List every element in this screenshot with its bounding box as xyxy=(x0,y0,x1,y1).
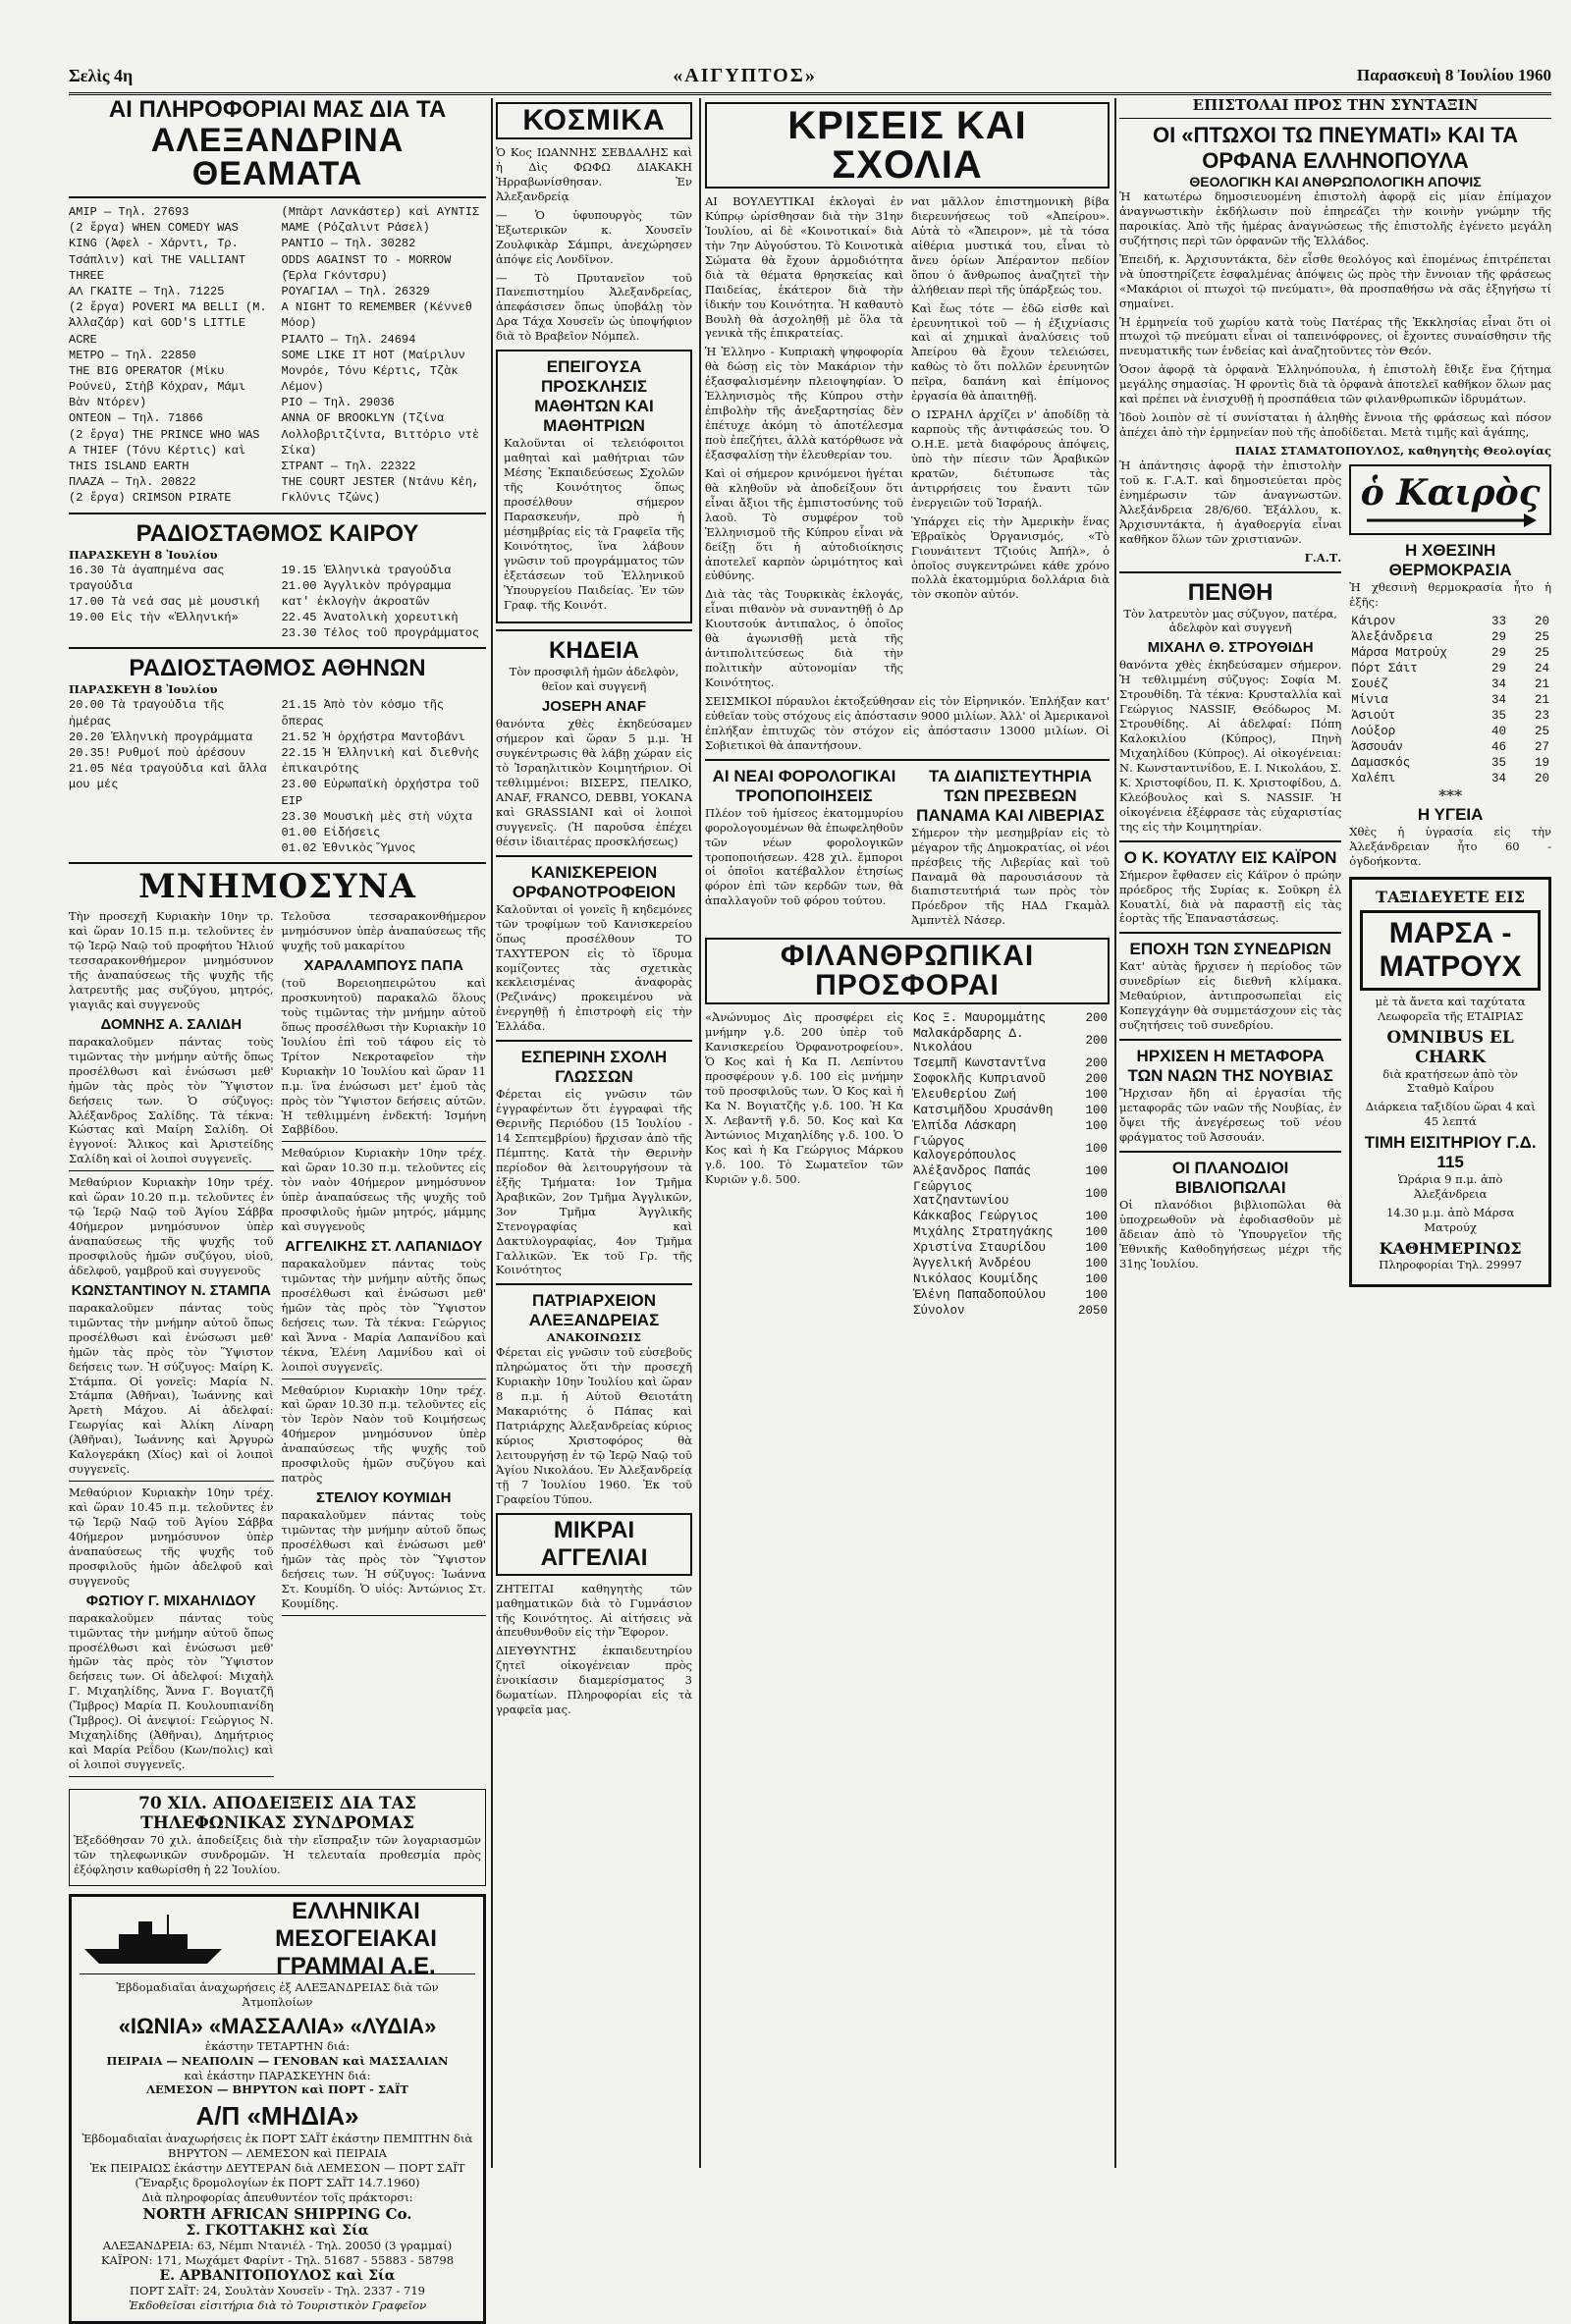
travel-intro: ΤΑΞΙΔΕΥΕΤΕ ΕΙΣ xyxy=(1376,887,1526,906)
kideia-title: ΚΗΔΕΙΑ xyxy=(549,637,639,665)
table-cell: 25 xyxy=(1534,645,1549,660)
embassy-text: Σήμερον τὴν μεσημβρίαν εἰς τὸ μέγαρον τῆς Δημοκρατίας, οἱ νέοι πρέσβεις τῆς Λιβερίας καὶ τοῦ Παναμᾶ θὰ παρουσιάσουν τὰ διαπιστευτήριά των πρὸς τὸν Πρόεδρον τῆς ΗΑΔ Γκαμὰλ Ἀμπντὲλ Νάσερ. xyxy=(911,825,1110,928)
table-cell: Γιώργος Καλογερόπουλος xyxy=(913,1135,1017,1163)
weather-title: Η ΧΘΕΣΙΝΗ ΘΕΡΜΟΚΡΑΣΙΑ xyxy=(1388,540,1512,579)
kideia-text: θανόντα χθὲς ἐκηδεύσαμεν σήμερον καὶ ὥραν 5 μ.μ. Ἡ συγκέντρωσις θὰ λάβῃ χώραν εἰς τὸ Ἰσραηλιτικὸν Κοιμητήριον. Οἱ τεθλιμμένοι: ΒΙΣΕΡΣ, ΠΕΛΙΚΟ, ANAF, FRANCO, DEBBI, YOKANA καὶ GRASSIANI καὶ οἱ λοιποὶ συγγενεῖς. (Ἡ παροῦσα ἐπέχει θέσιν ἰδιαιτέρας προσκλήσεως) xyxy=(496,717,692,848)
tax-title: ΑΙ ΝΕΑΙ ΦΟΡΟΛΟΓΙΚΑΙ ΤΡΟΠΟΠΟΙΗΣΕΙΣ xyxy=(712,766,896,805)
donation-row xyxy=(911,1224,1110,1240)
memorial-name: ΧΑΡΑΛΑΜΠΟΥΣ ΠΑΠΑ xyxy=(303,957,463,975)
table-cell: Ἐλευθερίου Ζωή xyxy=(913,1088,1017,1103)
health-text: Χθὲς ἡ ὑγρασία εἰς τὴν Ἀλεξάνδρειαν ἦτο 60 - ὀγδοήκοντα. xyxy=(1349,824,1551,868)
table-cell: 20 xyxy=(1534,771,1549,785)
esperini-text: Φέρεται εἰς γνῶσιν τῶν ἐγγραφέντων ὅτι ἐγγραφαὶ τῆς Θερινῆς Περιόδου (15 Ἰουλίου - 14 Σεπτεμβρίου) ἤρχισαν ἀπὸ τῆς Πέμπτης. Κατὰ τὴν Θερινὴν περίοδον θὰ λειτουργήσουν τὰ ἑξῆς Τμήματα: 1ον Τμῆμα Ἀραβικῶν, 2ον Τμῆμα Ἀγγλικῶν, 3ον Τμῆμα Ἀγγλικῆς Στενογραφίας καὶ Δακτυλογραφίας, 4ον Τμῆμα Γαλλικῶν. Ἐκ τοῦ Γρ. τῆς Κοινότητος xyxy=(496,1087,692,1277)
temperature-row xyxy=(1349,771,1551,786)
kosmika-item: — Ὁ ὑφυπουργὸς τῶν Ἐξωτερικῶν κ. Χουσεῖν Ζουλφικὰρ Σάμπρι, ἀνεχώρησεν ἀπόψε εἰς Λονδῖνον. xyxy=(496,207,692,266)
temperature-row xyxy=(1349,614,1551,629)
radio-program: 17.00 Τὰ νεά σας μὲ μουσική xyxy=(69,594,260,609)
penthi-name: ΜΙΧΑΗΛ Θ. ΣΤΡΟΥΘΙΔΗ xyxy=(1147,639,1314,657)
temperature-row xyxy=(1349,692,1551,708)
memorial-text: παρακαλοῦμεν πάντας τοὺς τιμῶντας τὴν μνήμην αὐτοῦ ὅπως προσέλθωσι καὶ ἑνώσωσι μεθ' ἡμῶν τὰς πρὸς τὸν Ὕψιστον δεήσεις των. Οἱ ἀδελφοί: Μιχαὴλ Γ. Μιχαηλίδης, Ἄννα Γ. Βογιατζῆ (Ἴμβρος) Μαρία Π. Κουλουπιανίδη (Ἴμβρος). Οἱ ἀνεψιοί: Γεώργιος Ν. Μιχαηλίδης (Ἀθῆναι), Δημήτριος καὶ Μαρία Ρεΐδου (Κων/πολις) καὶ οἱ λοιποὶ συγγενεῖς. xyxy=(69,1610,274,1771)
donation-row xyxy=(911,1026,1110,1055)
theatre-listing: (2 ἔργα) CRIMSON PIRATE xyxy=(69,491,232,506)
donation-row xyxy=(911,1256,1110,1271)
memorial-text: παρακαλοῦμεν πάντας τοὺς τιμῶντας τὴν μνήμην αὐτοῦ ὅπως προσέλθωσι καὶ ἑνώσωσι μεθ' ἡμῶν τὰς πρὸς τὸν Ὕψιστον δεήσεις των. Ἡ σύζυγος: Μαίρη Κ. Στάμπα. Οἱ γονεῖς: Μαρία Ν. Στάμπα (Ἀθῆναι), Ἰωάννης καὶ Ἀρετὴ Μάχου. Αἱ ἀδελφαί: Γεωργίας καὶ Ἀλίκη Λίναρη (Ἀθῆναι), Ἰωάννης καὶ Ἀργυρὼ Καλογεράκη (Χίος) καὶ οἱ λοιποὶ συγγενεῖς. xyxy=(69,1300,274,1477)
theatre-listing: ΡΙΑΛΤΟ — Τηλ. 24694 xyxy=(281,332,416,347)
temperature-row xyxy=(1349,708,1551,724)
theatre-listing: ANNA OF BROOKLYN (Τζίνα Λολλοβριτζίντα, Βιττόριο ντὲ Σίκα) xyxy=(281,411,480,458)
arrow-icon xyxy=(1362,513,1539,527)
letter-paragraph: Ἡ ἐρμηνεία τοῦ χωρίου κατὰ τοὺς Πατέρας τῆς Ἐκκλησίας εἶναι ὅτι οἱ πτωχοὶ τῷ πνεύματι εἶναι οἱ ταπεινόφρονες, οἱ ἔχοντες συναίσθησιν τῆς πνευματικῆς των ἐνδείας καὶ ἀναζητοῦντες τὸν Θεόν. xyxy=(1119,314,1551,358)
agent-address: ΑΛΕΞΑΝΔΡΕΙΑ: 63, Νέμπι Ντανιέλ - Τηλ. 20050 (3 γραμμαί) xyxy=(102,2239,453,2253)
letters-title: ΟΙ «ΠΤΩΧΟΙ ΤΩ ΠΝΕΥΜΑΤΙ» ΚΑΙ ΤΑ ΟΡΦΑΝΑ ΕΛΛΗΝΟΠΟΥΛΑ xyxy=(1152,123,1519,173)
table-cell: Ἀσσουάν xyxy=(1351,739,1403,754)
table-cell: Κος Ξ. Μαυρομμάτης xyxy=(913,1011,1047,1026)
theatre-listing: ΣΤΡΑΝΤ — Τηλ. 22322 xyxy=(281,459,416,473)
radio-program: 20.20 Ἑλληνικὴ προγράμματα xyxy=(69,730,253,744)
letters-head: ΕΠΙΣΤΟΛΑΙ ΠΡΟΣ ΤΗΝ ΣΥΝΤΑΞΙΝ xyxy=(1192,96,1479,114)
kideia-name: JOSEPH ANAF xyxy=(541,698,647,716)
ship-illustration xyxy=(80,1897,475,1979)
epochi-title: ΕΠΟΧΗ ΤΩΝ ΣΥΝΕΔΡΙΩΝ xyxy=(1129,940,1331,959)
esperini-title: ΕΣΠΕΡΙΝΗ ΣΧΟΛΗ ΓΛΩΣΣΩΝ xyxy=(520,1048,668,1087)
ad-footer: Ἐκδοθεῖσαι εἰσιτήρια διὰ τὸ Τουριστικὸν Γραφεῖον xyxy=(128,2297,427,2312)
agent-name: Ε. ΑΡΒΑΝΙΤΟΠΟΥΛΟΣ καὶ Σία xyxy=(159,2267,396,2284)
table-cell: Τσεμπῆ Κωνσταντῖνα xyxy=(913,1056,1047,1071)
page-number: Σελὶς 4η xyxy=(69,65,134,85)
table-cell: 29 xyxy=(1490,629,1506,644)
ship-names: «ΙΩΝΙΑ» «ΜΑΣΣΑΛΙΑ» «ΛΥΔΙΑ» xyxy=(118,2013,437,2038)
issue-date: Παρασκευὴ 8 Ἰουλίου 1960 xyxy=(1356,66,1551,84)
theatre-listing: ODDS AGAINST TO - MORROW (Ἔρλα Γκόντσρυ) xyxy=(281,252,452,283)
table-cell: 100 xyxy=(1085,1104,1108,1118)
radio-program: 20.00 Τὰ τραγούδια τῆς ἡμέρας xyxy=(69,698,225,729)
penthi-intro: Τὸν λατρευτὸν μας σύζυγον, πατέρα, ἀδελφὸν καὶ συγγενῆ xyxy=(1123,606,1337,635)
theatre-listing: ΑΛ ΓΚΑΙΤΕ — Τηλ. 71225 xyxy=(69,284,225,298)
donation-row xyxy=(911,1287,1110,1303)
memorial-text: Μεθαύριον Κυριακὴν 10ην τρέχ. καὶ ὥραν 10.30 π.μ. τελοῦντες εἰς τὸν Ἱερὸν Ναὸν τοῦ Κοιμήσεως 40ήμερον μνημόσυνον ὑπὲρ ἀναπαύσεως τῆς ψυχῆς τοῦ προσφιλοῦς ἡμῶν συζύγου καὶ πατρὸς xyxy=(281,1382,486,1486)
kosmika-item: Ὁ Κος ΙΩΑΝΝΗΣ ΣΕΒΔΑΛΗΣ καὶ ἡ Δὶς ΦΩΦΩ ΔΙΑΚΑΚΗ Ἠρραβωνίσθησαν. Ἐν Ἀλεξανδρείᾳ xyxy=(496,145,692,203)
theatre-listing: ΟΝΤΕΟΝ — Τηλ. 71866 xyxy=(69,411,203,426)
kouatli-title: Ο Κ. ΚΟΥΑΤΛΥ ΕΙΣ ΚΑΪΡΟΝ xyxy=(1123,847,1337,867)
radio-athens-date: ΠΑΡΑΣΚΕΥΗ 8 Ἰουλίου xyxy=(69,682,218,697)
theatre-listing: SOME LIKE IT HOT (Μαίριλυν Μονρόε, Τόνυ Κέρτις, Τζὰκ Λέμον) xyxy=(281,348,465,395)
memorial-name: ΚΩΝΣΤΑΝΤΙΝΟΥ Ν. ΣΤΑΜΠΑ xyxy=(71,1281,271,1299)
classified-ad: ΔΙΕΥΘΥΝΤΗΣ ἐκπαιδευτηρίου ζητεῖ οἰκογένειαν πρὸς ἐνοικίασιν διαμερίσματος 3 δωματίων. Πληροφορίαι εἰς τὰ γραφεῖα μας. xyxy=(496,1644,692,1717)
commentary-paragraph: ΑΙ ΒΟΥΛΕΥΤΙΚΑΙ ἐκλογαὶ ἐν Κύπρῳ ὡρίσθησαν διὰ τὴν 31ην Ἰουλίου, αἱ δὲ «Κοινοτικαί» διὰ τὴν 7ην Αὐγούστου. Τὸ Κοινοτικὰ Σώματα θὰ ἔχουν ἀρμοδιότητα διὰ τὰ θέματα θρησκείας καὶ Παιδείας, ἑκάτερον διὰ τὴν ἰδικήν του Κοινότητα. Ἡ καθαυτὸ Βουλὴ θὰ ἀσχοληθῇ μὲ ὅλα τὰ γενικὰ τῆς ἐπικρατείας. xyxy=(705,194,903,341)
radio-program: 23.30 Τέλος τοῦ προγράμματος xyxy=(281,626,480,641)
theatre-listing: ΡΑΝΤΙΟ — Τηλ. 30282 xyxy=(281,237,416,251)
theatre-listing: THE COURT JESTER (Ντάνυ Κέη, Γκλύνις Τζώνς) xyxy=(281,475,480,506)
table-cell: 100 xyxy=(1085,1187,1108,1202)
nubia-text: Ἤρχισαν ἤδη αἱ ἐργασίαι τῆς μεταφορᾶς τῶν ναῶν τῆς Νουβίας, ἐν ὄψει τῆς ἀνεγέρσεως τοῦ νέου φράγματος τοῦ Ἀσσουάν. xyxy=(1119,1086,1342,1144)
donation-row xyxy=(911,1071,1110,1087)
ship-schedule: ἑκάστην ΤΕΤΑΡΤΗΝ διά: xyxy=(204,2038,351,2053)
radio-program: 19.00 Εἰς τὴν «Ἑλληνική» xyxy=(69,611,239,625)
radio-program: 19.15 Ἑλληνικὰ τραγούδια xyxy=(281,563,452,577)
table-cell: 35 xyxy=(1490,708,1506,723)
kosmika-text xyxy=(496,145,692,344)
travel-destination: ΜΑΡΣΑ - ΜΑΤΡΟΥΧ xyxy=(1360,910,1541,991)
temperature-table xyxy=(1349,614,1551,786)
receipts-notice xyxy=(69,1789,486,1886)
table-cell: 100 xyxy=(1085,1288,1108,1303)
travel-info: Πληροφορίαι Τηλ. 29997 xyxy=(1379,1258,1523,1271)
weather-intro: Ἡ χθεσινὴ θερμοκρασία ἦτο ἡ ἑξῆς: xyxy=(1349,579,1551,609)
table-cell: Κατσιμῆδου Χρυσάνθη xyxy=(913,1104,1054,1118)
donations-table xyxy=(911,1010,1110,1319)
donation-row xyxy=(911,1209,1110,1224)
table-cell: Νικόλαος Κουμίδης xyxy=(913,1272,1039,1287)
memorial-text: Τὴν προσεχῆ Κυριακὴν 10ην τρ. καὶ ὥραν 10.15 π.μ. τελοῦντες ἐν τῷ Ἱερῷ Ναῷ τοῦ προφήτου Ἠλιού τεσσαρακονθήμερον μνημόσυνον τῆς ἀναπαύσεως τῆς ψυχῆς τῆς λατρευτῆς μας συζύγου, μητρός, γιαγιᾶς καὶ συγγενοῦς xyxy=(69,909,274,1011)
patriarch-sub: ΑΝΑΚΟΙΝΩΣΙΣ xyxy=(546,1330,642,1345)
agents-intro: Διὰ πληροφορίας ἀπευθυντέον τοῖς πράκτορσι: xyxy=(141,2190,413,2205)
table-cell: 100 xyxy=(1085,1088,1108,1103)
letters-sub: ΘΕΟΛΟΓΙΚΗ ΚΑΙ ΑΝΘΡΩΠΟΛΟΓΙΚΗ ΑΠΟΨΙΣ xyxy=(1189,174,1482,189)
theatre-listings xyxy=(69,204,486,507)
table-cell: Ἀλεξάνδρεια xyxy=(1351,629,1433,644)
radio-program: 23.00 Εὐρωπαϊκὴ ὀρχήστρα τοῦ ΕΙΡ xyxy=(281,778,480,808)
letter-paragraph: Ἰδοὺ λοιπὸν σὲ τί συνίσταται ἡ ἀληθὴς ἔννοια τῆς φράσεως καὶ πόσον ἀπέχει ἀπὸ τὴν ἑρμηνείαν ποὺ τῆς ἀποδίδεται. Μετὰ τιμῆς καὶ ἀγάπης, xyxy=(1119,410,1551,440)
table-cell: 100 xyxy=(1085,1210,1108,1224)
memorial-text: παρακαλοῦμεν πάντας τοὺς τιμῶντας τὴν μνήμην αὐτοῦ ὅπως προσέλθωσι καὶ ἑνώσωσι μεθ' ἡμῶν τὰς πρὸς τὸν Ὕψιστον δεήσεις των. Ἡ σύζυγος: Ἰωάννα Στ. Κουμίδη. Ὁ υἱός: Ἀντώνιος Στ. Κουμίδης. xyxy=(281,1508,486,1610)
patriarch-title: ΠΑΤΡΙΑΡΧΕΙΟΝ ΑΛΕΞΑΝΔΡΕΙΑΣ xyxy=(528,1291,660,1330)
table-cell: 100 xyxy=(1085,1164,1108,1179)
table-cell: 200 xyxy=(1085,1034,1108,1049)
travel-company: OMNIBUS EL CHARK xyxy=(1386,1027,1514,1067)
commentary-right xyxy=(911,194,1110,694)
radio-program: 20.35! Ρυθμοί ποὺ ἀρέσουν xyxy=(69,745,246,760)
commentary-paragraph: Ἡ Ἑλληνο - Κυπριακὴ ψηφοφορία θὰ δώσῃ εἰς τὸν Μακάριον τὴν ἐξασφαλισμένην πλειοψηφίαν. Ὁ Ἑλληνισμὸς τῆς Κύπρου στὴν ἐπιβολὴν τῆς ἀνεξαρτησίας δὲν ἐπέτυχε ἀκόμη τὸ ἀποτέλεσμα ποὺ ἐπεζήτει, ἀλλὰ κατόρθωσε νὰ ἐξασφαλίσῃ τὴν ἐλευθερίαν του. xyxy=(705,345,903,461)
health-title: Η ΥΓΕΙΑ xyxy=(1417,804,1484,824)
radio-program: 16.30 Τὰ ἀγαπημένα σας τραγούδια xyxy=(69,563,225,593)
table-cell: Πόρτ Σάιτ xyxy=(1351,661,1418,676)
memorial-text: Μεθαύριον Κυριακὴν 10ην τρέχ. καὶ ὥραν 10.45 π.μ. τελοῦντες ἐν τῷ Ἱερῷ Ναῷ τοῦ Ἁγίου Σάββα 40ήμερον μνημόσυνον ὑπὲρ ἀναπαύσεως τῆς ψυχῆς τοῦ προσφιλοῦς ἡμῶν ἀδελφοῦ καὶ συγγενοῦς xyxy=(69,1486,274,1588)
table-cell: 100 xyxy=(1085,1272,1108,1287)
agent-address: ΚΑΪΡΟΝ: 171, Μωχάμετ Φαρίντ - Τηλ. 51687 - 55883 - 58798 xyxy=(100,2253,455,2267)
letter-body xyxy=(1119,189,1551,440)
radio-program: 21.52 Ἡ ὀρχήστρα Μαντοβάνι xyxy=(281,730,465,744)
theatre-list-right xyxy=(282,204,487,507)
table-cell: Ἀλέξανδρος Παπάς xyxy=(913,1164,1032,1179)
table-cell: 35 xyxy=(1490,755,1506,770)
theatres-title: ΑΛΕΞΑΝΔΡΙΝΑ ΘΕΑΜΑΤΑ xyxy=(150,122,405,192)
ship-schedule: καὶ ἑκάστην ΠΑΡΑΣΚΕΥΗΝ διά: xyxy=(184,2068,371,2082)
kosmika-title: ΚΟΣΜΙΚΑ xyxy=(522,104,666,136)
commentary-paragraph: Καὶ ἔως τότε — ἐδῶ εἰσθε καὶ ἐρευνητικοὶ τοῦ — ἡ ἐξιχνίασις καὶ αἱ χημικαὶ ἀναλύσεις τοῦ Ἀπείρου θὰ ἔχουν τελειώσει, καθὼς τὸ ὅτι πολλῶν ἐρευνητῶν πεῖρα, δαπάνη καὶ ἐπίμονος ἐργασία θὰ ἀπαιτηθῇ. xyxy=(911,300,1110,404)
table-cell: 25 xyxy=(1534,724,1549,738)
table-cell: Σύνολον xyxy=(913,1304,965,1319)
kani-title: ΚΑΝΙΣΚΕΡΕΙΟΝ ΟΡΦΑΝΟΤΡΟΦΕΙΟΝ xyxy=(512,862,677,901)
epeigousa-text: Καλοῦνται οἱ τελειόφοιτοι μαθηταὶ καὶ μαθήτριαι τῶν Μέσης Ἐκπαιδεύσεως Σχολῶν τῆς Κοινότητος ὅπως προσέλθουν σήμερον Παρασκευήν, πρὸ ἡ μέσημβρίας εἰς τὰ Γραφεῖα τῆς Κοινότητος, ἵνα λάβουν γνῶσιν τοῦ προγράμματος τῶν ἐξετάσεων τοῦ Ἑλληνικοῦ Ὑπουργείου Παιδείας. Ἐν τῶν Γραφ. τῆς Κοινότ. xyxy=(504,436,684,612)
temperature-row xyxy=(1349,676,1551,692)
table-cell: 100 xyxy=(1085,1241,1108,1256)
table-cell: 34 xyxy=(1490,676,1506,691)
table-cell: 2050 xyxy=(1077,1304,1108,1319)
medea-schedule: (Ἔναρξις δρομολογίων ἐκ ΠΟΡΤ ΣΑΪΤ 14.7.1960) xyxy=(135,2176,420,2190)
penthi-text: θανόντα χθὲς ἐκηδεύσαμεν σήμερον. Ἡ τεθλιμμένη σύζυγος: Σοφία Μ. Στρουθίδη. Τὰ τέκνα: Κρυσταλλία καὶ Γεώργιος NASSIF, Θεόδωρος Μ. Στρουθίδης. Αἱ ἀδελφαί: Πόπη Καλοκιλίου (Κύπρος), Πηνὴ Μιχαηλίδου (Κύπρος). Αἱ οἰκογένειαι: Ν. Κωνσταντινίδου, Ε. Ι. Νικολάου, Σ. Κ. Χριστοφίδου, Π. Κ. Χριστοφίδου, Δ. Κλεόβουλος καὶ S. NASSIF. Ἡ οἰκογένεια ἐξέφρασε τὰς εὐχαριστίας της εἰς τὴν Κοιμητηρίαν. xyxy=(1119,658,1342,834)
medea-title: Α/Π «ΜΗΔΙΑ» xyxy=(195,2101,359,2132)
temperature-row xyxy=(1349,645,1551,661)
nubia-title: ΗΡΧΙΣΕΝ Η ΜΕΤΑΦΟΡΑ ΤΩΝ ΝΑΩΝ ΤΗΣ ΝΟΥΒΙΑΣ xyxy=(1127,1047,1333,1086)
theatre-listing: ΡΙΟ — Τηλ. 29036 xyxy=(281,396,395,410)
ship-intro: Ἑβδομαδιαῖαι ἀναχωρήσεις ἐξ ΑΛΕΞΑΝΔΡΕΙΑΣ διὰ τῶν Ἀτμοπλοίων xyxy=(116,1979,439,2009)
letter-paragraph: Ἐπειδή, κ. Ἀρχισυντάκτα, δὲν εἶσθε θεολόγος καὶ ἐπομένως ἐπιτρέπεται νὰ ὑποστηρίζετε ἐσφαλμένας ἀπόψεις ὡς πρὸς τὴν ἔννοιαν τῆς φράσεως «Μακάριοι οἱ πτωχοὶ τῷ πνεύματι», θὰ προσπαθήσω νὰ σᾶς ἐξηγήσω τί σημαίνει. xyxy=(1119,251,1551,310)
agent-address: ΠΟΡΤ ΣΑΪΤ: 24, Σουλτὰν Χουσεῖν - Τηλ. 2337 - 719 xyxy=(130,2283,425,2297)
table-cell: 27 xyxy=(1534,739,1549,754)
table-cell: 34 xyxy=(1490,692,1506,707)
temperature-row xyxy=(1349,724,1551,739)
donation-row xyxy=(911,1134,1110,1163)
agent-name: Σ. ΓΚΟΤΤΑΚΗΣ καὶ Σία xyxy=(186,2223,369,2240)
philanthropy-text: «Ἀνώνυμος Δὶς προσφέρει εἰς μνήμην γ.δ. 200 ὑπὲρ τοῦ Κανισκερείου Ὀρφανοτροφείου». Ὁ Κος καὶ ἡ Κα Π. Λεπίντου προσφέρουν γ.δ. 100 εἰς μνήμην τοῦ προσφιλοῦς των. Ὁ Κος καὶ ἡ Κα Ν. Βογιατζῆς γ.δ. 100. Ἡ Κα Χ. Λεβαντῆ γ.δ. 50. Κος καὶ Κα Ἀντώνιος Μιχαηλίδης γ.δ. 100. Ὁ Κος καὶ ἡ Κα Γεώργιος Μάρκου γ.δ. 100. Τὸ Σωματεῖον τῶν Κυριῶν γ.δ. 500. xyxy=(705,1010,903,1186)
table-cell: 23 xyxy=(1534,708,1549,723)
medea-schedule: Ἑβδομαδιαῖαι ἀναχωρήσεις ἐκ ΠΟΡΤ ΣΑΪΤ ἑκάστην ΠΕΜΠΤΗΝ διὰ ΒΗΡΥΤΟΝ — ΛΕΜΕΣΟΝ καὶ ΠΕΙΡΑΙΑ xyxy=(81,2132,473,2161)
column-entertainment xyxy=(69,96,486,2312)
table-cell: 20 xyxy=(1534,614,1549,628)
table-cell: Μίνια xyxy=(1351,692,1388,707)
travel-price: ΤΙΜΗ ΕΙΣΙΤΗΡΙΟΥ Γ.Δ. 115 xyxy=(1364,1133,1537,1172)
theatre-listing: (2 ἔργα) THE PRINCE WHO WAS A THIEF (Τόνυ Κέρτις) καὶ THIS ISLAND EARTH xyxy=(69,427,260,473)
table-cell: Κάκκαβος Γεώργιος xyxy=(913,1210,1039,1224)
table-cell: Χαλέπι xyxy=(1351,771,1396,785)
temperature-row xyxy=(1349,739,1551,755)
mnimosyna-title: ΜΝΗΜΟΣΥΝΑ xyxy=(138,867,416,907)
paper-name: «ΑΙΓΥΠΤΟΣ» xyxy=(673,64,817,86)
memorial-text: Τελοῦσα τεσσαρακονθήμερον μνημόσυνον ὑπὲρ ἀναπαύσεως τῆς ψυχῆς τοῦ μακαρίτου xyxy=(281,909,486,953)
memorial-text: (τοῦ Βορειοηπειρώτου καὶ προσκυνητοῦ) παρακαλῶ ὅλους τοὺς τιμῶντας τὴν μνήμην αὐτοῦ ὅπως προσέλθωσι τὴν Κυριακὴν 10 Ἰουλίου ἐπὶ τοῦ τάφου εἰς τὸ Τρίτον Νεκροταφεῖον τὴν Κυριακὴν 10 Ἰουλίου καὶ ὥραν 11 π.μ. ἵνα ἑνώσωσι μετ' ἐμοῦ τὰς πρὸς τὸν Ὕψιστον δεήσεις αὐτῶν. Ἡ τεθλιμμένη ἐνδεκτή: Ἰσμήνη Σαββίδου. xyxy=(281,976,486,1137)
table-cell: 29 xyxy=(1490,645,1506,660)
theatre-listing: (2 ἔργα) WHEN COMEDY WAS KING (Ἀφελ - Χάρντι, Τρ. Τσάπλιν) καὶ THE VALLIANT THREE xyxy=(69,221,246,283)
table-cell: 21 xyxy=(1534,692,1549,707)
donation-row xyxy=(911,1163,1110,1179)
table-cell: Σουέζ xyxy=(1351,676,1388,691)
philanthropy-title: ΦΙΛΑΝΘΡΩΠΙΚΑΙ ΠΡΟΣΦΟΡΑΙ xyxy=(780,940,1035,1002)
memorial-name: ΦΩΤΙΟΥ Γ. ΜΙΧΑΗΛΙΔΟΥ xyxy=(85,1592,256,1609)
gat-signature: Γ.Α.Τ. xyxy=(1304,550,1342,565)
booksellers-text: Οἱ πλανόδιοι βιβλιοπῶλαι θὰ ὑποχρεωθοῦν νὰ ἐφοδιασθοῦν μὲ ἄδειαν ἀπὸ τὸ Ὑπουργεῖον τῆς Ἐθνικῆς Καθοδηγήσεως μέχρι τῆς 31ης Ἰουλίου. xyxy=(1119,1197,1342,1270)
ship-advertisement xyxy=(69,1894,486,2324)
table-cell: 100 xyxy=(1085,1142,1108,1157)
radio-program: 21.05 Νέα τραγούδια καὶ ἄλλα μου μές xyxy=(69,762,267,792)
column-letters: ΕΠΙΣΤΟΛΑΙ ΠΡΟΣ ΤΗΝ ΣΥΝΤΑΞΙΝ ΟΙ «ΠΤΩΧΟΙ ΤΩ ΠΝΕΥΜΑΤΙ» ΚΑΙ ΤΑ ΟΡΦΑΝΑ ΕΛΛΗΝΟΠΟΥΛΑ ΘΕΟΛΟΓΙΚΗ ΚΑΙ ΑΝΘΡΩΠΟΛΟΓΙΚΗ ΑΠΟΨΙΣ Ἡ κατωτέρω δημοσιευομένη ἐπιστολὴ ἀφορᾷ εἰς μίαν ἐπίμαχον ἀναγνωστικὴν ἐκδήλωσιν ποὺ ἐπηρεάζει τὴν κοινὴν γνώμην τῆς παροικίας. Ἀπὸ τῆς ἡμέρας ἀναγνώσεως τῆς ἐπιστολῆς ἐγένετο μεγάλη συζήτησις περὶ τῶν ὀρφανῶν τῆς Ἑλλάδος. Ἐπειδή, κ. Ἀρχισυντάκτα, δὲν εἶσθε θεολόγος καὶ ἐπομένως ἐπιτρέπεται νὰ ὑποστηρίζετε ἐσφαλμένας ἀπόψεις ὡς πρὸς τὴν ἔννοιαν τῆς φράσεως «Μακάριοι οἱ πτωχοὶ τῷ πνεύματι», θὰ προσπαθήσω νὰ σᾶς ἐξηγήσω τί σημαίνει. Ἡ ἐρμηνεία τοῦ χωρίου κατὰ τοὺς Πατέρας τῆς Ἐκκλησίας εἶναι ὅτι οἱ πτωχοὶ τῷ πνεύματι εἶναι οἱ ταπεινόφρονες, οἱ ἔχοντες συναίσθησιν τῆς πνευματικῆς των ἐνδείας καὶ ἀναζητοῦντες τὸν Θεόν. Ὁσον ἀφορᾷ τὰ ὀρφανὰ Ἑλληνόπουλα, ἡ ἐπιστολὴ ἔθιξε ἕνα ζήτημα μεγάλης σημασίας. Ἡ φροντὶς διὰ τὰ ὀρφανὰ ἀποτελεῖ καθῆκον ὅλων μας καὶ πρέπει νὰ ἐνισχυθῇ ἡ προσπάθεια τῶν φιλανθρωπικῶν ἱδρυμάτων. Ἰδοὺ λοιπὸν σὲ τί συνίσταται ἡ ἀληθὴς ἔννοια τῆς φράσεως καὶ πόσον ἀπέχει ἀπὸ τὴν ἑρμηνείαν ποὺ τῆς ἀποδίδεται. Μετὰ τιμῆς καὶ ἀγάπης, ΠΑΙΑΣ ΣΤΑΜΑΤΟΠΟΥΛΟΣ, καθηγητὴς Θεολογίας Ἡ ἀπάντησις ἀφορᾷ τὴν ἐπιστολὴν τοῦ κ. Γ.Α.Τ. καὶ δημοσιεύεται πρὸς ἐνημέρωσιν τῶν ἀναγνωστῶν. Ἀλεξάνδρεια 28/6/60. Ἐξάλλου, κ. Ἀρχισυντάκτα, ἡ ἀγαθοεργία εἶναι καθῆκον ὅλων τῶν χριστιανῶν. Γ.Α.Τ. ΠΕΝΘΗ Τὸν λατρευτὸν μας σύζυγον, πατέρα, ἀδελφὸν καὶ συγγενῆ ΜΙΧΑΗΛ Θ. ΣΤΡΟΥΘΙΔΗ θανόντα χθὲς ἐκηδεύσαμεν σήμερον. Ἡ τεθλιμμένη σύζυγος: Σοφία Μ. Στρουθίδη. Τὰ τέκνα: Κρυσταλλία καὶ Γεώργιος NASSIF, Θεόδωρος Μ. Στρουθίδης. Αἱ ἀδελφαί: Πόπη Καλοκιλίου (Κύπρος), Πηνὴ Μιχαηλίδου (Κύπρος). Αἱ οἰκογένειαι: Ν. Κωνσταντινίδου, Ε. Ι. Νικολάου, Σ. Κ. Χριστοφίδου, Π. Κ. Χριστοφίδου, Δ. Κλεόβουλος καὶ S. NASSIF. Ἡ οἰκογένεια ἐξέφρασε τὰς εὐχαριστίας της εἰς τὴν Κοιμητηρίαν. Ο Κ. ΚΟΥΑΤΛΥ ΕΙΣ ΚΑΪΡΟΝ Σήμερον ἔφθασεν εἰς Κάϊρον ὁ πρώην πρόεδρος τῆς Συρίας κ. Σοῦκρη ἐλ Κουατλί, διὰ νὰ παραστῇ εἰς τὰς ἑορτὰς τῆς Ἐπαναστάσεως. ΕΠΟΧΗ ΤΩΝ ΣΥΝΕΔΡΙΩΝ Κατ' αὐτὰς ἤρχισεν ἡ περίοδος τῶν συνεδρίων εἰς διεθνῆ κλίμακα. Μεθαύριον, ἀντιπροσωπεῖαι εἰς Κοπεγχάγην θὰ συμμετάσχουν εἰς τὰς συζητήσεις τοῦ συνεδρίου. ΗΡΧΙΣΕΝ Η ΜΕΤΑΦΟΡΑ ΤΩΝ ΝΑΩΝ ΤΗΣ ΝΟΥΒΙΑΣ Ἤρχισαν ἤδη αἱ ἐργασίαι τῆς μεταφορᾶς τῶν ναῶν τῆς Νουβίας, ἐν ὄψει τῆς ἀνεγέρσεως τοῦ νέου φράγματος τοῦ Ἀσσουάν. ΟΙ ΠΛΑΝΟΔΙΟΙ ΒΙΒΛΙΟΠΩΛΑΙ Οἱ πλανόδιοι βιβλιοπῶλαι θὰ ὑποχρεωθοῦν νὰ ἐφοδιασθοῦν μὲ ἄδειαν ἀπὸ τὸ Ὑπουργεῖον τῆς Ἐθνικῆς Καθοδηγήσεως μέχρι τῆς 31ης Ἰουλίου. ὁ Καιρὸς Η ΧΘΕΣΙΝΗ ΘΕΡΜΟΚΡΑΣΙΑ Ἡ χθεσινὴ θερμοκρασία ἦτο ἡ ἑξῆς: Κάιρον 33 20 Ἀλεξάνδρεια 29 25 Μάρσα Ματρούχ 29 25 Πόρτ Σάιτ 29 24 Σουέζ 34 21 Μίνια 34 21 Ἀσιούτ 35 23 Λούξορ 40 25 Ἀσσουάν 46 27 Δαμασκός 35 19 Χαλέπι 34 20 *** Η ΥΓΕΙΑ Χθὲς ἡ ὑγρασία εἰς τὴν Ἀλεξάνδρειαν ἦτο 60 - ὀγδοήκοντα. ΤΑΞΙΔΕΥΕΤΕ ΕΙΣ ΜΑΡΣΑ - ΜΑΤΡΟΥΧ μὲ τὰ ἄνετα καὶ ταχύτατα Λεωφορεῖα τῆς ΕΤΑΙΡΙΑΣ OMNIBUS EL CHARK διὰ κρατήσεων ἀπὸ τὸν Σταθμὸ Καΐρου Διάρκεια ταξιδίου ὥραι 4 καὶ 45 λεπτά ΤΙΜΗ ΕΙΣΙΤΗΡΙΟΥ Γ.Δ. 115 Ὡράρια 9 π.μ. ἀπὸ Ἀλεξάνδρεια 14.30 μ.μ. ἀπὸ Μάρσα Ματρούχ ΚΑΘΗΜΕΡΙΝΩΣ Πληροφορίαι Τηλ. 29997 xyxy=(1119,96,1551,2168)
memorial-name: ΣΤΕΛΙΟΥ ΚΟΥΜΙΔΗ xyxy=(316,1489,452,1507)
donation-row xyxy=(911,1087,1110,1103)
ship-company: ΕΛΛΗΝΙΚΑΙ ΜΕΣΟΓΕΙΑΚΑΙ ΓΡΑΜΜΑΙ Α.Ε. xyxy=(275,1897,437,1979)
temperature-row xyxy=(1349,755,1551,771)
table-cell: 29 xyxy=(1490,661,1506,676)
commentary-paragraph: Διὰ τὰς τὰς Τουρκικὰς ἐκλογάς, εἶναι πιθανὸν νὰ συναντηθῇ ὁ Δρ Κιουτσούκ ἀντιπαλος, ὁ ὁποῖος θὰ ἀγωνισθῇ μετὰ τῆς ἀντιπολιτεύσεως διὰ τὴν πολιτικὴν αὐτονομίαν τῆς Κοινότητος. xyxy=(705,587,903,689)
table-cell: Μιχάλης Στρατηγάκης xyxy=(913,1225,1054,1240)
masthead xyxy=(69,59,1551,95)
epeigousa-title: ΕΠΕΙΓΟΥΣΑ ΠΡΟΣΚΛΗΣΙΣ ΜΑΘΗΤΩΝ ΚΑΙ ΜΑΘΗΤΡΙΩΝ xyxy=(534,357,654,436)
table-cell: 200 xyxy=(1085,1072,1108,1087)
radio-program: 21.15 Ἀπὸ τὸν κόσμο τῆς ὄπερας xyxy=(281,698,445,729)
radio-athens-list xyxy=(282,697,487,856)
travel-text: μὲ τὰ ἄνετα καὶ ταχύτατα Λεωφορεῖα τῆς ΕΤΑΙΡΙΑΣ xyxy=(1375,994,1526,1023)
radio-cairo-list xyxy=(69,563,274,626)
travel-advertisement xyxy=(1349,877,1551,1287)
donation-row xyxy=(911,1010,1110,1026)
table-cell: Ἀσιούτ xyxy=(1351,708,1396,723)
column-commentary xyxy=(705,96,1110,2168)
theatre-listing: ΡΟΥΑΓΙΑΛ — Τηλ. 26329 xyxy=(281,284,430,298)
memorial-text: Μεθαύριον Κυριακὴν 10ην τρέχ. καὶ ὥραν 10.20 π.μ. τελοῦντες ἐν τῷ Ἱερῷ Ναῷ τοῦ Ἁγίου Σάββα 40ήμερον μνημόσυνον ὑπὲρ ἀναπαύσεως τῆς ψυχῆς τοῦ προσφιλοῦς ἡμῶν συζύγου, υἱοῦ, ἀδελφοῦ, γαμβροῦ καὶ συγγενοῦς xyxy=(69,1175,274,1277)
theatre-listing: ΠΛΑΖΑ — Τηλ. 20822 xyxy=(69,475,196,490)
epochi-text: Κατ' αὐτὰς ἤρχισεν ἡ περίοδος τῶν συνεδρίων εἰς διεθνῆ κλίμακα. Μεθαύριον, ἀντιπροσωπεῖαι εἰς Κοπεγχάγην θὰ συμμετάσχουν εἰς τὰς συζητήσεις τοῦ συνεδρίου. xyxy=(1119,959,1342,1033)
ship-icon xyxy=(80,1910,227,1969)
column-divider xyxy=(699,98,701,2168)
radio-athens-list xyxy=(69,697,274,792)
donation-row xyxy=(911,1303,1110,1319)
patriarch-text: Φέρεται εἰς γνῶσιν τοῦ εὐσεβοῦς πληρώματος ὅτι τὴν προσεχῆ Κυριακὴν 10ην Ἰουλίου καὶ ὥραν 8 π.μ. ἡ Αὐτοῦ Θειοτάτη Μακαριότης ὁ Πάπας καὶ Πατριάρχης Ἀλεξανδρείας κύριος κύριος Χριστοφόρος θὰ λειτουργήσῃ ἐν τῷ Ἱερῷ Ναῷ τοῦ Ἁγίου Νικολάου. Ἐν Ἀλεξανδρείᾳ τῇ 7 Ἰουλίου 1960. Ἐκ τοῦ Γραφείου Τύπου. xyxy=(496,1345,692,1506)
theatre-list-left xyxy=(69,204,274,507)
radio-program: 01.02 Ἐθνικὸς Ὕμνος xyxy=(281,841,416,856)
table-cell: 19 xyxy=(1534,755,1549,770)
memorial-name: ΔΟΜΝΗΣ Α. ΣΑΛΙΔΗ xyxy=(100,1015,243,1033)
embassy-title: ΤΑ ΔΙΑΠΙΣΤΕΥΤΗΡΙΑ ΤΩΝ ΠΡΕΣΒΕΩΝ ΠΑΝΑΜΑ ΚΑΙ ΛΙΒΕΡΙΑΣ xyxy=(916,766,1105,825)
travel-booking: διὰ κρατήσεων ἀπὸ τὸν Σταθμὸ Καΐρου xyxy=(1382,1066,1519,1096)
kosmika-item: — Τὸ Πρυτανεῖον τοῦ Πανεπιστημίου Ἀλεξανδρείας, ἀπεφάσισεν ὅπως ὑποβάλῃ τὸν Δρα Τάχα Χουσεῖν ὡς ὑποψήφιον διὰ τὸ Βραβεῖον Νόμπελ. xyxy=(496,270,692,344)
table-cell: Μαλακάρδαρης Δ. Νικολάου xyxy=(913,1027,1024,1055)
ship-route: ΛΕΜΕΣΟΝ — ΒΗΡΥΤΟΝ καὶ ΠΟΡΤ - ΣΑΪΤ xyxy=(146,2082,408,2097)
commentary-left xyxy=(705,194,903,694)
radio-program: 21.00 Ἀγγλικὸν πρόγραμμα κατ' ἐκλογὴν ἀκροατῶν xyxy=(281,578,452,609)
letter-signature: ΠΑΙΑΣ ΣΤΑΜΑΤΟΠΟΥΛΟΣ, καθηγητὴς Θεολογίας xyxy=(1234,444,1551,458)
memorial-text: Μεθαύριον Κυριακὴν 10ην τρέχ. καὶ ὥραν 10.30 π.μ. τελοῦντες εἰς τὸν ναὸν 40ήμερον μνημόσυνον ὑπὲρ ἀναπαύσεως τῆς ψυχῆς τοῦ προσφιλοῦς ἡμῶν μητρός, μάμμης καὶ συγγενοῦς xyxy=(281,1146,486,1234)
letter-paragraph: Ἡ κατωτέρω δημοσιευομένη ἐπιστολὴ ἀφορᾷ εἰς μίαν ἐπίμαχον ἀναγνωστικὴν ἐκδήλωσιν ποὺ ἐπηρεάζει τὴν κοινὴν γνώμην τῆς παροικίας. Ἀπὸ τῆς ἡμέρας ἀναγνώσεως τῆς ἐπιστολῆς ἐγένετο μεγάλη συζήτησις περὶ τῶν ὀρφανῶν τῆς Ἑλλάδος. xyxy=(1119,189,1551,247)
radio-cairo-date: ΠΑΡΑΣΚΕΥΗ 8 Ἰουλίου xyxy=(69,547,218,562)
kani-text: Καλοῦνται οἱ γονεῖς ἢ κηδεμόνες τῶν τροφίμων τοῦ Κανισκερείου ὅπως προσέλθουν ΤΟ ΤΑΧΥΤΕΡΟΝ εἰς τὸ ἵδρυμα κομίζοντες τὰς σχετικὰς κεκλεισμένας ἀναφορὰς (Ρεζινάνς) προκειμένου νὰ ἐνεργηθῇ ἡ ἐπιστροφὴ εἰς τὴν Ἑλλάδα. xyxy=(496,901,692,1034)
kouatli-text: Σήμερον ἔφθασεν εἰς Κάϊρον ὁ πρώην πρόεδρος τῆς Συρίας κ. Σοῦκρη ἐλ Κουατλί, διὰ νὰ παραστῇ εἰς τὰς ἑορτὰς τῆς Ἐπαναστάσεως. xyxy=(1119,867,1342,926)
radio-program: 23.30 Μουσικὴ μὲς στὴ νύχτα xyxy=(281,809,472,824)
table-cell: Μάρσα Ματρούχ xyxy=(1351,645,1447,660)
receipts-text: Ἐξεδόθησαν 70 χιλ. ἀποδείξεις διὰ τὴν εἴσπραξιν τῶν λογαριασμῶν τῶν τηλεφωνικῶν συνδρομῶν. Ἡ τελευταία προθεσμία πρὸς ἐξόφλησιν καθωρίσθη ἡ 22 Ἰουλίου. xyxy=(74,1832,481,1876)
table-cell: Ἑλένη Παπαδοπούλου xyxy=(913,1288,1047,1303)
table-cell: 34 xyxy=(1490,771,1506,785)
table-cell: Σοφοκλῆς Κυπριανοῦ xyxy=(913,1072,1047,1087)
memorials-left xyxy=(69,909,274,1781)
table-cell: Κάιρον xyxy=(1351,614,1396,628)
column-divider xyxy=(491,98,493,2168)
table-cell: 21 xyxy=(1534,676,1549,691)
temperature-row xyxy=(1349,629,1551,645)
table-cell: 100 xyxy=(1085,1225,1108,1240)
travel-duration: Διάρκεια ταξιδίου ὥραι 4 καὶ 45 λεπτά xyxy=(1365,1100,1536,1129)
theatre-listing: ΜΕΤΡΟ — Τηλ. 22850 xyxy=(69,348,196,362)
commentary-title: ΚΡΙΣΕΙΣ ΚΑΙ ΣΧΟΛΙΑ xyxy=(787,104,1027,187)
letter-paragraph: Ὁσον ἀφορᾷ τὰ ὀρφανὰ Ἑλληνόπουλα, ἡ ἐπιστολὴ ἔθιξε ἕνα ζήτημα μεγάλης σημασίας. Ἡ φροντὶς διὰ τὰ ὀρφανὰ ἀποτελεῖ καθῆκον ὅλων μας καὶ πρέπει νὰ ἐνισχυθῇ ἡ προσπάθεια τῶν φιλανθρωπικῶν ἱδρυμάτων. xyxy=(1119,362,1551,406)
donation-row xyxy=(911,1240,1110,1256)
table-cell: 33 xyxy=(1490,614,1506,628)
table-cell: 24 xyxy=(1534,661,1549,676)
donation-row xyxy=(911,1118,1110,1134)
donation-row xyxy=(911,1103,1110,1118)
table-cell: 46 xyxy=(1490,739,1506,754)
radio-athens-title: ΡΑΔΙΟΣΤΑΘΜΟΣ ΑΘΗΝΩΝ xyxy=(129,655,426,682)
radio-program: 01.00 Εἰδήσεις xyxy=(281,825,381,839)
column-divider xyxy=(1114,98,1116,2168)
memorials-right xyxy=(282,909,487,1781)
theatres-heading: ΑΙ ΠΛΗΡΟΦΟΡΙΑΙ ΜΑΣ ΔΙΑ ΤΑ xyxy=(108,96,447,123)
table-cell: Ἀγγελική Ἀνδρέου xyxy=(913,1257,1032,1271)
table-cell: Δαμασκός xyxy=(1351,755,1411,770)
table-cell: 100 xyxy=(1085,1119,1108,1134)
theatre-listing: (2 ἔργα) POVERI MA BELLI (Μ. Ἀλλαζάρ) καὶ GOD'S LITTLE ACRE xyxy=(69,300,267,347)
theatre-listing: (Μπὰρτ Λανκάστερ) καὶ ΑΥΝΤΙΣ ΜΑΜΕ (Ρόζαλιντ Ράσελ) xyxy=(281,205,480,236)
radio-cairo-list xyxy=(282,563,487,642)
temperature-row xyxy=(1349,661,1551,676)
donation-row xyxy=(911,1271,1110,1287)
column-social xyxy=(496,96,692,2168)
memorial-name: ΑΓΓΕΛΙΚΗΣ ΣΤ. ΛΑΠΑΝΙΔΟΥ xyxy=(285,1238,483,1255)
table-cell: Χριστίνα Σταυρίδου xyxy=(913,1241,1047,1256)
table-cell: 200 xyxy=(1085,1056,1108,1071)
classified-ad: ΖΗΤΕΙΤΑΙ καθηγητὴς τῶν μαθηματικῶν διὰ τὸ Γυμνάσιον τῆς Κοινότητος. Αἱ αἰτήσεις νὰ ἀπευθυνθοῦν εἰς τὴν Ἔφορον. xyxy=(496,1581,692,1640)
commentary-paragraph: Ὑπάρχει εἰς τὴν Ἀμερικὴν ἕνας Ἑβραϊκὸς Ὀργανισμός, «Τὸ Γιουνάιτεντ Τζιούις Ἀπήλ», ὁ ὁποῖος συγκεντρώνει κάθε χρόνο πολλὰ ἑκατομμύρια δολλάρια διὰ τὸν σκοπὸν αὐτόν. xyxy=(911,513,1110,602)
radio-cairo-title: ΡΑΔΙΟΣΤΑΘΜΟΣ ΚΑΙΡΟΥ xyxy=(135,519,419,547)
table-cell: 200 xyxy=(1085,1011,1108,1026)
radio-program: 22.15 Ἡ Ἑλληνικὴ καὶ διεθνὴς ἐπικαιρότης xyxy=(281,745,480,777)
radio-program: 22.45 Ἀνατολικὴ χορευτικὴ xyxy=(281,611,459,625)
table-cell: 40 xyxy=(1490,724,1506,738)
ship-route: ΠΕΙΡΑΙΑ — ΝΕΑΠΟΛΙΝ — ΓΕΝΟΒΑΝ καὶ ΜΑΣΣΑΛΙΑΝ xyxy=(106,2053,449,2068)
commentary-paragraph: Ο ΙΣΡΑΗΛ ἀρχίζει ν' ἀποδίδῃ τὰ καρποὺς τῆς ἀντιφάσεώς του. Ὁ Ο.Η.Ε. μετὰ διαφόρους ἀπόψεις, ὑπὸ τὴν πίεσιν τῶν Ἀραβικῶν κρατῶν, διέτυπωσε τὰς ἀντιρρήσεις του ἔναντι τῶν ἐνεργειῶν τοῦ Ἰσραήλ. xyxy=(911,407,1110,510)
gat-text: Ἡ ἀπάντησις ἀφορᾷ τὴν ἐπιστολὴν τοῦ κ. Γ.Α.Τ. καὶ δημοσιεύεται πρὸς ἐνημέρωσιν τῶν ἀναγνωστῶν. Ἀλεξάνδρεια 28/6/60. Ἐξάλλου, κ. Ἀρχισυντάκτα, ἡ ἀγαθοεργία εἶναι καθῆκον ὅλων τῶν χριστιανῶν. xyxy=(1119,458,1342,546)
weather-logo: ὁ Καιρὸς xyxy=(1360,471,1541,513)
theatre-listing: ΑΜΙΡ — Τηλ. 27693 xyxy=(69,205,190,219)
commentary-paragraph: ναι μᾶλλον ἐπιστημονικὴ βίβα διερευνήσεως τοῦ «Ἀπείρου». Αὐτὰ τὸ «Ἄπειρον», μὲ τὰ τόσα αἰθέρια μυστικά του, εἶναι τὸ ἄνευ ὁρίων Ἀπέραντον πεδίον ὅπου ὁ ἄνθρωπος ἀναζητεῖ τὴν ἀλήθειαν περὶ τῆς ὑπάρξεώς του. xyxy=(911,194,1110,297)
travel-frequency: ΚΑΘΗΜΕΡΙΝΩΣ xyxy=(1379,1239,1522,1258)
memorial-text: παρακαλοῦμεν πάντας τοὺς τιμῶντας τὴν μνήμην αὐτῆς ὅπως προσέλθωσι καὶ ἑνώσωσι μεθ' ἡμῶν τὰς πρὸς τὸν Ὕψιστον δεήσεις των. Ὁ σύζυγος: Ἀλέξανδρος Σαλίδης. Τὰ τέκνα: Κώστας καὶ Μαίρη Σαλίδη. Οἱ ἐγγονοί: Ἄλικος καὶ Ἀριστείδης Σαλίδη καὶ οἱ λοιποὶ συγγενεῖς. xyxy=(69,1034,274,1166)
travel-departure: Ὡράρια 9 π.μ. ἀπὸ Ἀλεξάνδρεια xyxy=(1397,1172,1503,1202)
medea-schedule: Ἐκ ΠΕΙΡΑΙΩΣ ἑκάστην ΔΕΥΤΕΡΑΝ διὰ ΛΕΜΕΣΟΝ — ΠΟΡΤ ΣΑΪΤ xyxy=(89,2161,465,2176)
table-cell: Γεώργιος Χατζηαντωνίου xyxy=(913,1180,1009,1209)
tax-text: Πλέον τοῦ ἡμίσεος ἑκατομμυρίου φορολογουμένων θὰ ἐπωφεληθοῦν τῶν νέων φορολογικῶν τροποποιήσεων. 428 χιλ. ἔμποροι οἱ ὁποῖοι κατέβαλλον ἐτησίως φόρον ἐπὶ τῶν κερδῶν των, θὰ ἀπαλλαγοῦν τοῦ φόρου τούτου. xyxy=(705,805,903,908)
kideia-intro: Τὸν προσφιλῆ ἡμῶν ἀδελφὸν, θεῖον καὶ συγγενῆ xyxy=(509,665,679,694)
memorial-text: παρακαλοῦμεν πάντας τοὺς τιμῶντας τὴν μνήμην αὐτῆς ὅπως προσέλθωσι καὶ ἑνώσωσι μεθ' ἡμῶν τὰς πρὸς τὸν Ὕψιστον δεήσεις των. Τὰ τέκνα: Γεώργιος καὶ Ἄννα - Μαρία Λαπανίδου καὶ τέκνα, Ἑλένη Λαμνίδου καὶ οἱ λοιποὶ συγγενεῖς. xyxy=(281,1257,486,1374)
donation-row xyxy=(911,1179,1110,1209)
table-cell: Ἐλπίδα Λάσκαρη xyxy=(913,1119,1017,1134)
table-cell: 100 xyxy=(1085,1257,1108,1271)
seismic-text: ΣΕΙΣΜΙΚΟΙ πύραυλοι ἐκτοξεύθησαν εἰς τὸν Εἰρηνικόν. Ἐπλήξαν κατ' εὐθεῖαν τοὺς στόχους εἰς ἀπόστασιν 9000 μιλίων. Ἀλλ' οἱ Ἀμερικανοὶ ἐπλήξαν ἐπιτυχῶς τὸν στόχον εἰς ἀπόστασιν 13000 μιλίων. Οἱ Σοβιετικοὶ θὰ ἀπαντήσουν. xyxy=(705,693,1110,752)
theatre-listing: THE BIG OPERATOR (Μίκυ Ρούνεϋ, Στὴβ Κόχραν, Μάμι Βὰν Ντόρεν) xyxy=(69,363,246,410)
agent-name: NORTH AFRICAN SHIPPING Co. xyxy=(142,2205,412,2224)
commentary-paragraph: Καὶ οἱ σήμερον κρινόμενοι ἡγέται θὰ κληθοῦν νὰ ἀποδείξουν ὅτι εἶναι ἄξιοι τῆς ἐμπιστοσύνης τοῦ λαοῦ. Τὸ συμφέρον τοῦ Ἑλληνισμοῦ τῆς Κύπρου εἶναι νὰ δείξῃ ὅτι ἡ αὐτοδιοίκησις ἀποτελεῖ καρπὸν ὡριμότητος καὶ εὐθύνης. xyxy=(705,465,903,583)
donation-row xyxy=(911,1055,1110,1071)
penthi-title: ΠΕΝΘΗ xyxy=(1187,578,1273,606)
receipts-title: 70 ΧΙΛ. ΑΠΟΔΕΙΞΕΙΣ ΔΙΑ ΤΑΣ ΤΗΛΕΦΩΝΙΚΑΣ ΣΥΝΔΡΟΜΑΣ xyxy=(138,1793,416,1833)
mikrai-title: ΜΙΚΡΑΙ ΑΓΓΕΛΙΑΙ xyxy=(540,1516,648,1571)
table-cell: 25 xyxy=(1534,629,1549,644)
travel-departure: 14.30 μ.μ. ἀπὸ Μάρσα Ματρούχ xyxy=(1385,1206,1515,1235)
table-cell: Λούξορ xyxy=(1351,724,1396,738)
booksellers-title: ΟΙ ΠΛΑΝΟΔΙΟΙ ΒΙΒΛΙΟΠΩΛΑΙ xyxy=(1171,1158,1289,1197)
theatre-listing: A NIGHT TO REMEMBER (Κέννεθ Μόορ) xyxy=(281,300,472,331)
